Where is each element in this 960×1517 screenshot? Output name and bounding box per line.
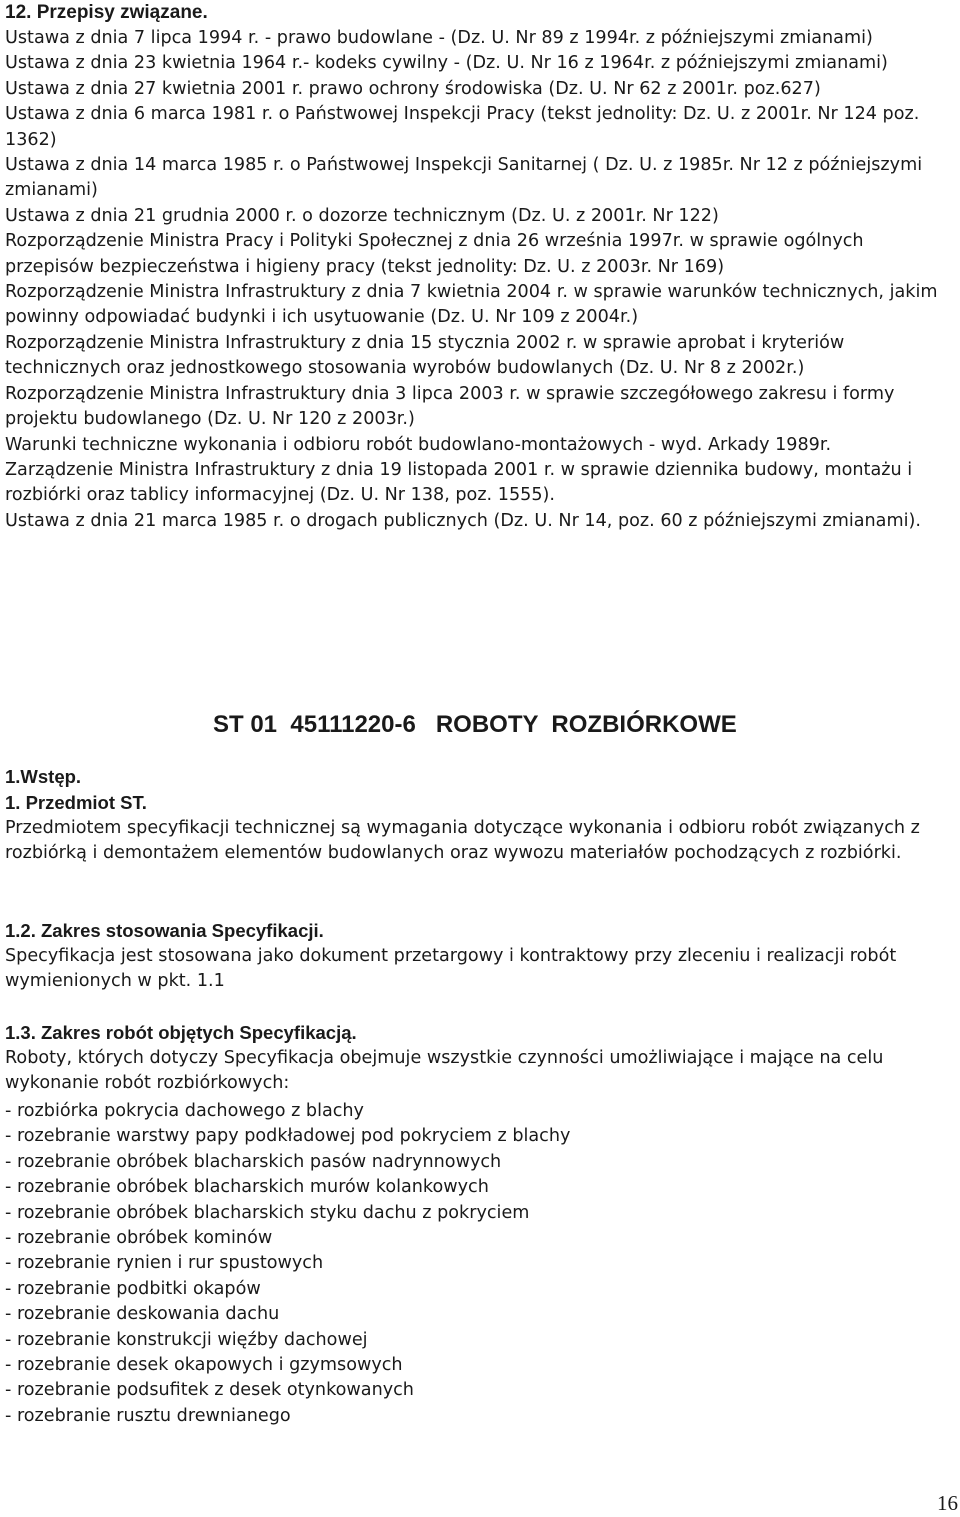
- list-item: - rozebranie obróbek kominów: [5, 1228, 273, 1249]
- list-item: - rozebranie rusztu drewnianego: [5, 1405, 291, 1426]
- section-heading: 12. Przepisy związane.: [5, 2, 208, 23]
- list-item: - rozebranie obróbek blacharskich styku dachu z pokryciem: [5, 1202, 530, 1223]
- references-list: [5, 26, 945, 534]
- list-item: - rozebranie warstwy papy podkładowej pod pokryciem z blachy: [5, 1126, 571, 1147]
- subject-text: Przedmiotem specyfikacji technicznej są wymagania dotyczące wykonania i odbioru robót związanych z rozbiórką i demontażem elementów budowlanych oraz wywozu materiałów pochodzących z rozbiórki.: [5, 818, 920, 864]
- reference-item: Ustawa z dnia 14 marca 1985 r. o Państwowej Inspekcji Sanitarnej ( Dz. U. z 1985r. Nr 12 z późniejszymi zmianami): [5, 155, 923, 201]
- reference-item: Zarządzenie Ministra Infrastruktury z dnia 19 listopada 2001 r. w sprawie dziennika budowy, montażu i rozbiórki oraz tablicy informacyjnej (Dz. U. Nr 138, poz. 1555).: [5, 459, 913, 506]
- list-item: - rozbiórka pokrycia dachowego z blachy: [5, 1101, 364, 1121]
- reference-item: Ustawa z dnia 21 grudnia 2000 r. o dozorze technicznym (Dz. U. z 2001r. Nr 122): [5, 205, 719, 226]
- intro-heading: 1.Wstęp.: [5, 766, 82, 787]
- list-item: - rozebranie podbitki okapów: [5, 1278, 261, 1299]
- reference-item: Ustawa z dnia 7 lipca 1994 r. - prawo budowlane - (Dz. U. Nr 89 z 1994r. z późniejszymi zmianami): [5, 28, 873, 48]
- works-list: [5, 1099, 570, 1429]
- reference-item: Ustawa z dnia 23 kwietnia 1964 r.- kodeks cywilny - (Dz. U. Nr 16 z 1964r. z późniejszymi zmianami): [5, 53, 888, 74]
- list-item: - rozebranie desek okapowych i gzymsowych: [5, 1355, 403, 1376]
- list-item: - rozebranie podsufitek z desek otynkowanych: [5, 1380, 414, 1401]
- list-item: - rozebranie deskowania dachu: [5, 1304, 280, 1325]
- works-heading: 1.3. Zakres robót objętych Specyfikacją.: [5, 1022, 357, 1043]
- reference-item: Ustawa z dnia 6 marca 1981 r. o Państwowej Inspekcji Pracy (tekst jednolity: Dz. U. z 2001r. Nr 124 poz. 1362): [5, 104, 920, 150]
- list-item: - rozebranie konstrukcji więźby dachowej: [5, 1329, 368, 1350]
- reference-item: Rozporządzenie Ministra Infrastruktury z dnia 7 kwietnia 2004 r. w sprawie warunków technicznych, jakim powinny odpowiadać budynki i ich usytuowanie (Dz. U. Nr 109 z 2004r.): [5, 282, 938, 328]
- list-item: - rozebranie obróbek blacharskich pasów nadrynnowych: [5, 1151, 502, 1172]
- reference-item: Rozporządzenie Ministra Infrastruktury dnia 3 lipca 2003 r. w sprawie szczegółowego zakresu i formy projektu budowlanego (Dz. U. Nr 120 z 2003r.): [5, 383, 895, 430]
- works-intro: Roboty, których dotyczy Specyfikacja obejmuje wszystkie czynności umożliwiające i mające na celu wykonanie robót rozbiórkowych:: [5, 1048, 884, 1094]
- reference-item: Ustawa z dnia 27 kwietnia 2001 r. prawo ochrony środowiska (Dz. U. Nr 62 z 2001r. poz.627): [5, 78, 821, 99]
- list-item: - rozebranie obróbek blacharskich murów kolankowych: [5, 1177, 489, 1198]
- page-number: 16: [937, 1491, 958, 1515]
- spec-title: ST 01 45111220-6 ROBOTY ROZBIÓRKOWE: [213, 711, 737, 738]
- scope-text: Specyfikacja jest stosowana jako dokument przetargowy i kontraktowy przy zleceniu i realizacji robót wymienionych w pkt. 1.1: [5, 946, 897, 992]
- reference-item: Ustawa z dnia 21 marca 1985 r. o drogach publicznych (Dz. U. Nr 14, poz. 60 z późniejszymi zmianami).: [5, 510, 921, 531]
- subject-heading: 1. Przedmiot ST.: [5, 792, 147, 813]
- scope-heading: 1.2. Zakres stosowania Specyfikacji.: [5, 920, 324, 941]
- reference-item: Warunki techniczne wykonania i odbioru robót budowlano-montażowych - wyd. Arkady 1989r.: [5, 434, 832, 455]
- reference-item: Rozporządzenie Ministra Pracy i Polityki Społecznej z dnia 26 września 1997r. w sprawie ogólnych przepisów bezpieczeństwa i higieny pracy (tekst jednolity: Dz. U. z 2003r. Nr 169): [5, 231, 864, 277]
- reference-item: Rozporządzenie Ministra Infrastruktury z dnia 15 stycznia 2002 r. w sprawie aprobat i kryteriów technicznych oraz jednostkowego stosowania wyrobów budowlanych (Dz. U. Nr 8 z 2002r.): [5, 332, 845, 379]
- list-item: - rozebranie rynien i rur spustowych: [5, 1253, 324, 1274]
